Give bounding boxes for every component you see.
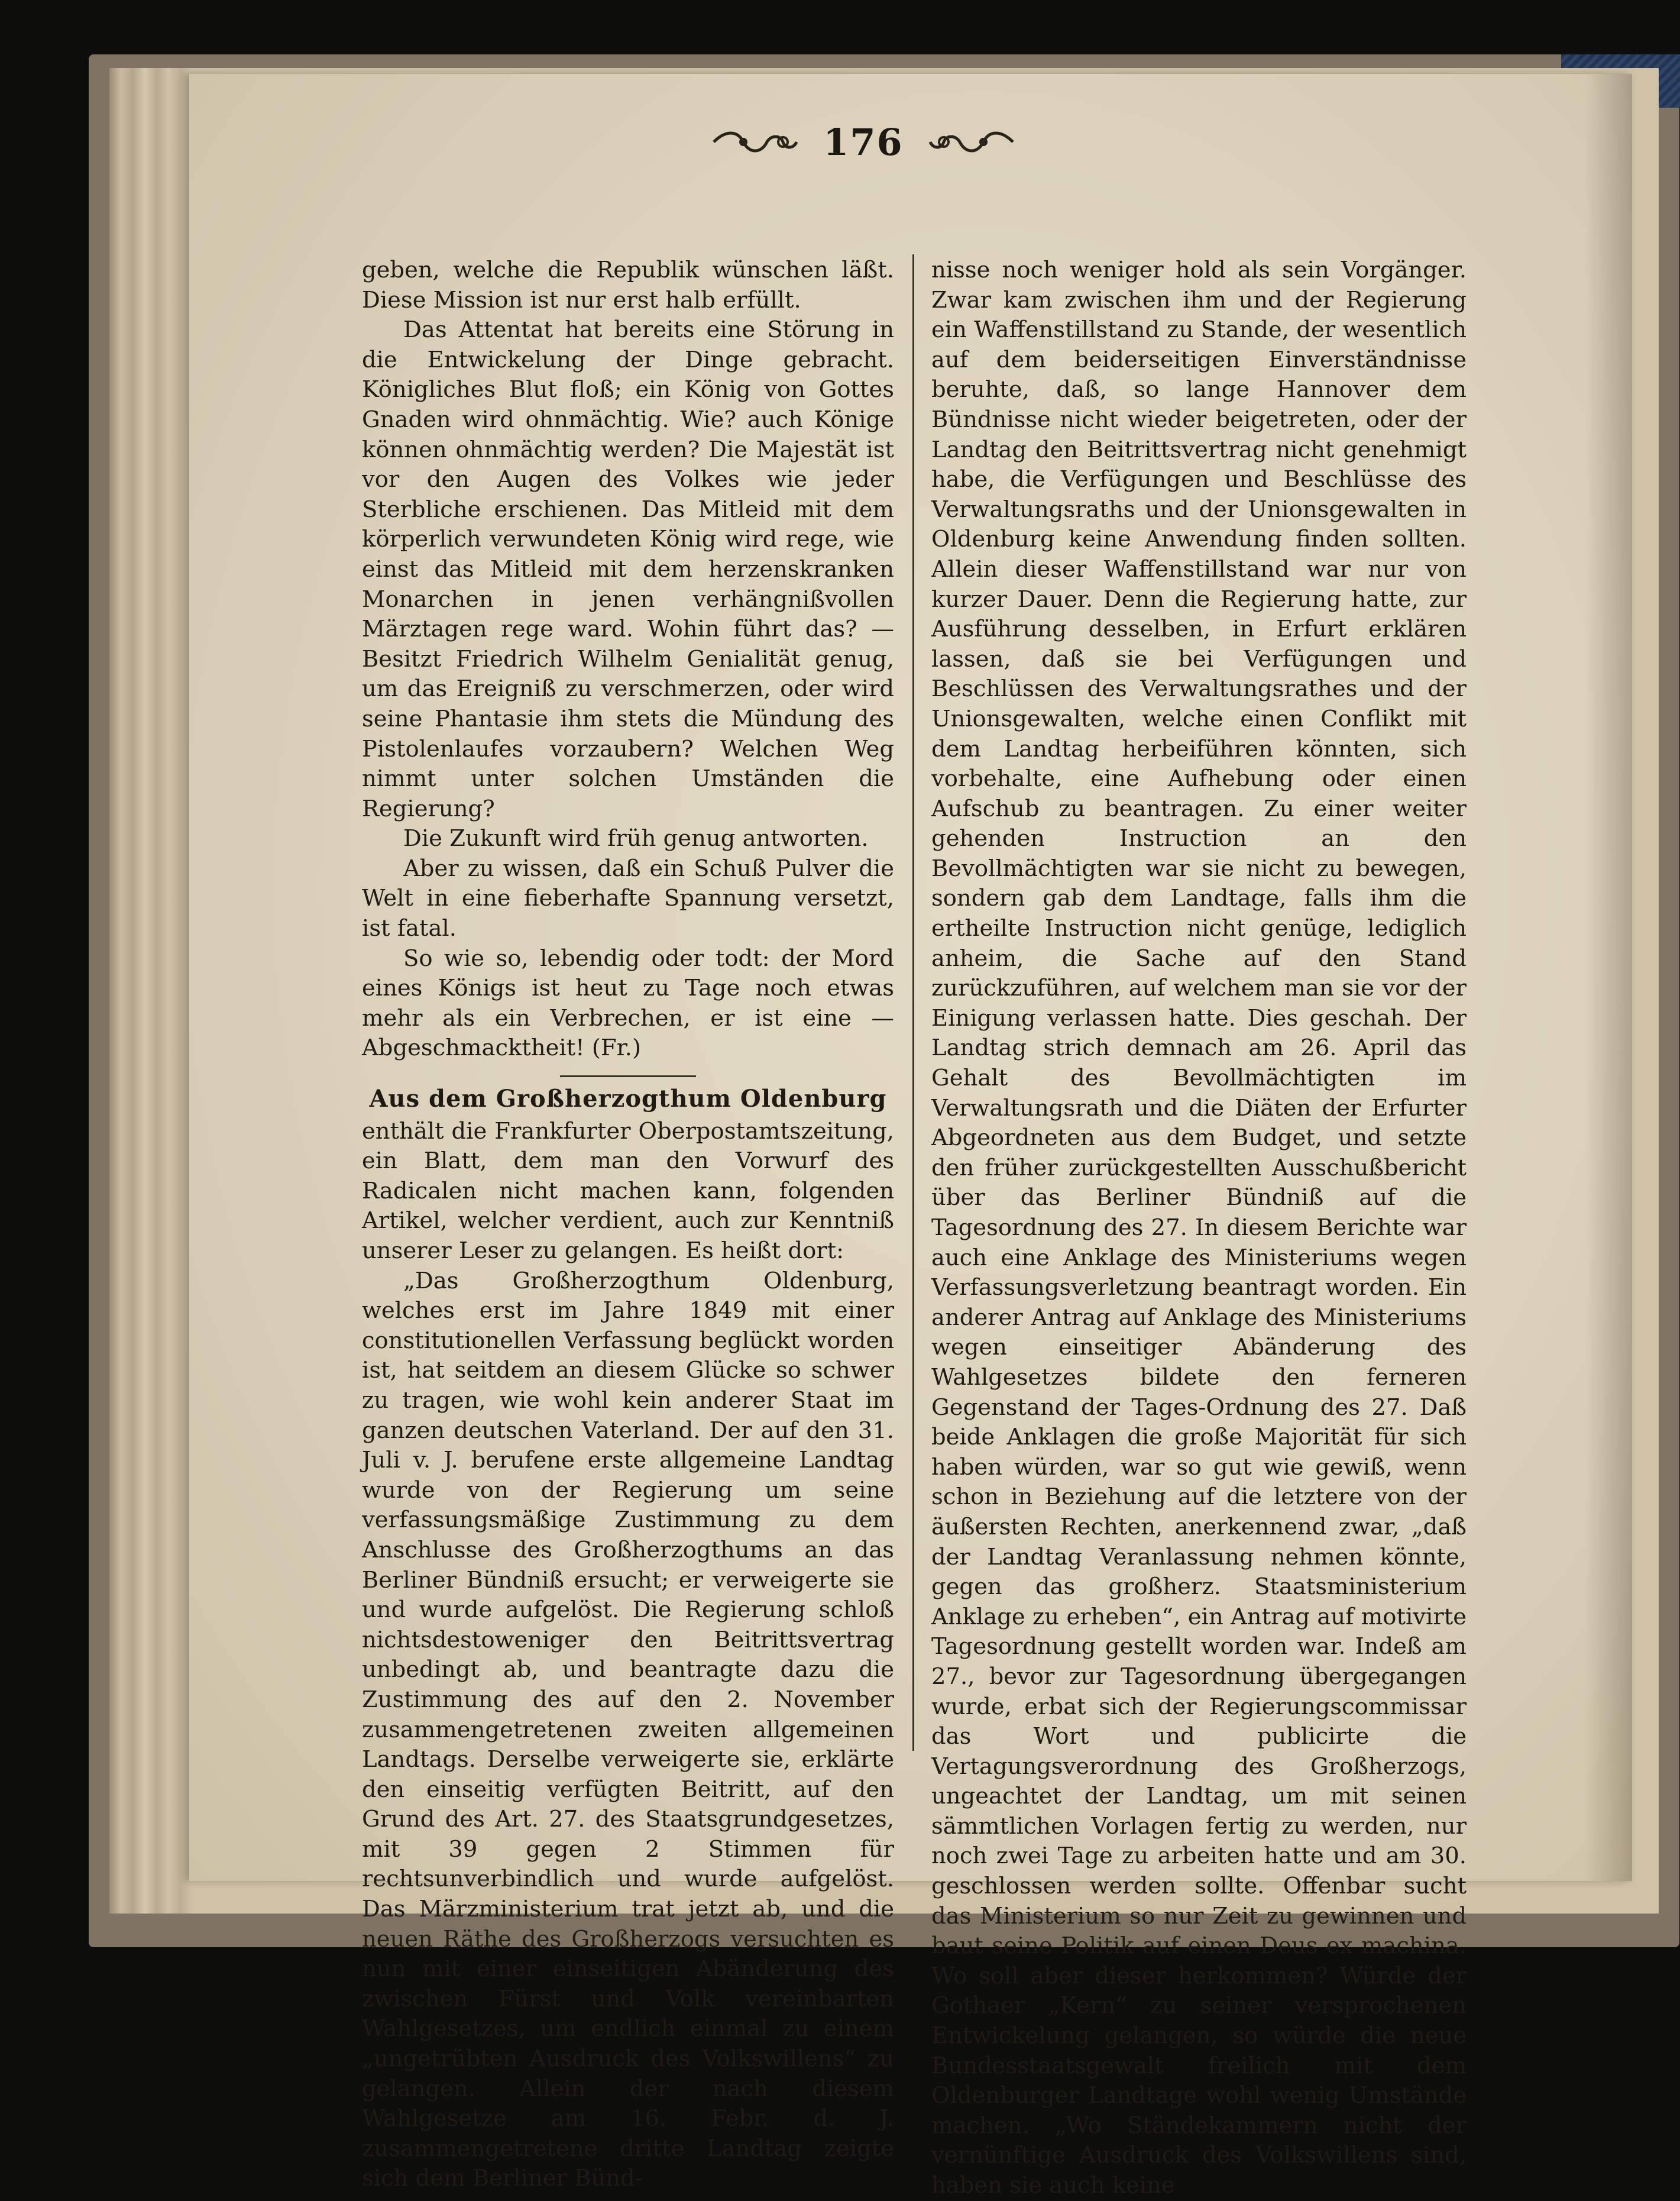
right-text-column (931, 256, 1467, 2199)
paragraph: Aber zu wissen, daß ein Schuß Pulver die Welt in eine fieberhafte Spannung versetzt, ist fatal. (362, 855, 894, 942)
paragraph: „Das Großherzogthum Oldenburg, welches erst im Jahre 1849 mit einer constitutionellen Verfassung beglückt worden ist, hat seitdem an diesem Glücke so schwer zu tragen, wie wohl kein anderer Staat im ganzen deutschen Vaterland. Der auf den 31. Juli v. J. berufene erste allgemeine Landtag wurde von der Regierung um seine verfassungsmäßige Zustimmung zu dem Anschlusse des Großherzogthums an das Berliner Bündniß ersucht; er verweigerte sie und wurde aufgelöst. Die Regierung schloß nichtsdestoweniger den Beitrittsvertrag unbedingt ab, und beantragte dazu die Zustimmung des auf den 2. November zusammengetretenen zweiten allgemeinen Landtags. Derselbe verweigerte sie, erklärte den einseitig verfügten Beitritt, auf den Grund des Art. 27. des Staatsgrundgesetzes, mit 39 gegen 2 Stimmen für rechtsunverbindlich und wurde aufgelöst. Das Märzministerium trat jetzt ab, und die neuen Räthe des Großherzogs versuchten es nun mit einer einseitigen Abänderung des zwischen Fürst und Volk vereinbarten Wahlgesetzes, um endlich einmal zu einem „ungetrübten Ausdruck des Volkswillens“ zu gelangen. Allein der nach diesem Wahlgesetze am 16. Febr. d. J. zusammengetretene dritte Landtag zeigte sich dem Berliner Bünd- (362, 1267, 894, 2192)
paragraph: geben, welche die Republik wünschen läßt. Diese Mission ist nur erst halb erfüllt. (362, 257, 894, 313)
page-header (591, 109, 1135, 174)
section-separator (560, 1075, 696, 1077)
paragraph: enthält die Frankfurter Oberpostamtszeitung, ein Blatt, dem man den Vorwurf des Radicalen nicht machen kann, folgenden Artikel, welcher verdient, auch zur Kenntniß unserer Leser zu gelangen. Es heißt dort: (362, 1117, 894, 1264)
paragraph: Das Attentat hat bereits eine Störung in die Entwickelung der Dinge gebracht. Königliches Blut floß; ein König von Gottes Gnaden wird ohnmächtig. Wie? auch Könige können ohnmächtig werden? Die Majestät ist vor den Augen des Volkes wie jeder Sterbliche erschienen. Das Mitleid mit dem körperlich verwundeten König wird rege, wie einst das Mitleid mit dem herzenskranken Monarchen in jenen verhängnißvollen Märztagen rege ward. Wohin führt das? — Besitzt Friedrich Wilhelm Genialität genug, um das Ereigniß zu verschmerzen, oder wird seine Phantasie ihm stets die Mündung des Pistolenlaufes vorzaubern? Welchen Weg nimmt unter solchen Umständen die Regierung? (362, 316, 894, 822)
left-text-column (362, 256, 894, 2192)
paragraph: Die Zukunft wird früh genug antworten. (403, 825, 869, 852)
right-ornament-icon (927, 124, 1016, 160)
paragraph: So wie so, lebendig oder todt: der Mord eines Königs ist heut zu Tage noch etwas mehr als ein Verbrechen, er ist eine — Abgeschmacktheit! (Fr.) (362, 945, 894, 1062)
page-number: 176 (823, 120, 904, 164)
column-divider (912, 254, 914, 1751)
section-heading: Aus dem Großherzogthum Oldenburg (369, 1085, 887, 1113)
left-ornament-icon (711, 124, 799, 160)
paragraph: nisse noch weniger hold als sein Vorgänger. Zwar kam zwischen ihm und der Regierung ein Waffenstillstand zu Stande, der wesentlich auf dem beiderseitigen Einverständnisse beruhte, daß, so lange Hannover dem Bündnisse nicht wieder beigetreten, oder der Landtag den Beitrittsvertrag nicht genehmigt habe, die Verfügungen und Beschlüsse des Verwaltungsraths und der Unionsgewalten in Oldenburg keine Anwendung finden sollten. Allein dieser Waffenstillstand war nur von kurzer Dauer. Denn die Regierung hatte, zur Ausführung desselben, in Erfurt erklären lassen, daß sie bei Verfügungen und Beschlüssen des Verwaltungsrathes und der Unionsgewalten, welche einen Conflikt mit dem Landtag herbeiführen könnten, sich vorbehalte, eine Aufhebung oder einen Aufschub zu beantragen. Zu einer weiter gehenden Instruction an den Bevollmächtigten war sie nicht zu bewegen, sondern gab dem Landtage, falls ihm die ertheilte Instruction nicht genüge, lediglich anheim, die Sache auf den Stand zurückzuführen, auf welchem man sie vor der Einigung verlassen hatte. Dies geschah. Der Landtag strich demnach am 26. April das Gehalt des Bevollmächtigten im Verwaltungsrath und die Diäten der Erfurter Abgeordneten aus dem Budget, und setzte den früher zurückgestellten Ausschußbericht über das Berliner Bündniß auf die Tagesordnung des 27. In diesem Berichte war auch eine Anklage des Ministeriums wegen Verfassungsverletzung beantragt worden. Ein anderer Antrag auf Anklage des Ministeriums wegen einseitiger Abänderung des Wahlgesetzes bildete den ferneren Gegenstand der Tages-Ordnung des 27. Daß beide Anklagen die große Majorität für sich haben würden, war so gut wie gewiß, wenn schon in Beziehung auf die letztere von der äußersten Rechten, anerkennend zwar, „daß der Landtag Veranlassung nehmen könnte, gegen das großherz. Staatsministerium Anklage zu erheben“, ein Antrag auf motivirte Tagesordnung gestellt worden war. Indeß am 27., bevor zur Tagesordnung übergegangen wurde, erbat sich der Regierungscommissar das Wort und publicirte die Vertagungsverordnung des Großherzogs, ungeachtet der Landtag, um mit seinen sämmtlichen Vorlagen fertig zu werden, nur noch zwei Tage zu arbeiten hatte und am 30. geschlossen werden sollte. Offenbar sucht das Ministerium so nur Zeit zu gewinnen und baut seine Politik auf einen Deus ex machina. Wo soll aber dieser herkommen? Würde der Gothaer „Kern“ zu seiner versprochenen Entwickelung gelangen, so würde die neue Bundesstaatsgewalt freilich mit dem Oldenburger Landtage wohl wenig Umstände machen. „Wo Ständekammern nicht der vernünftige Ausdruck des Volkswillens sind, haben sie auch keine (931, 257, 1467, 2199)
